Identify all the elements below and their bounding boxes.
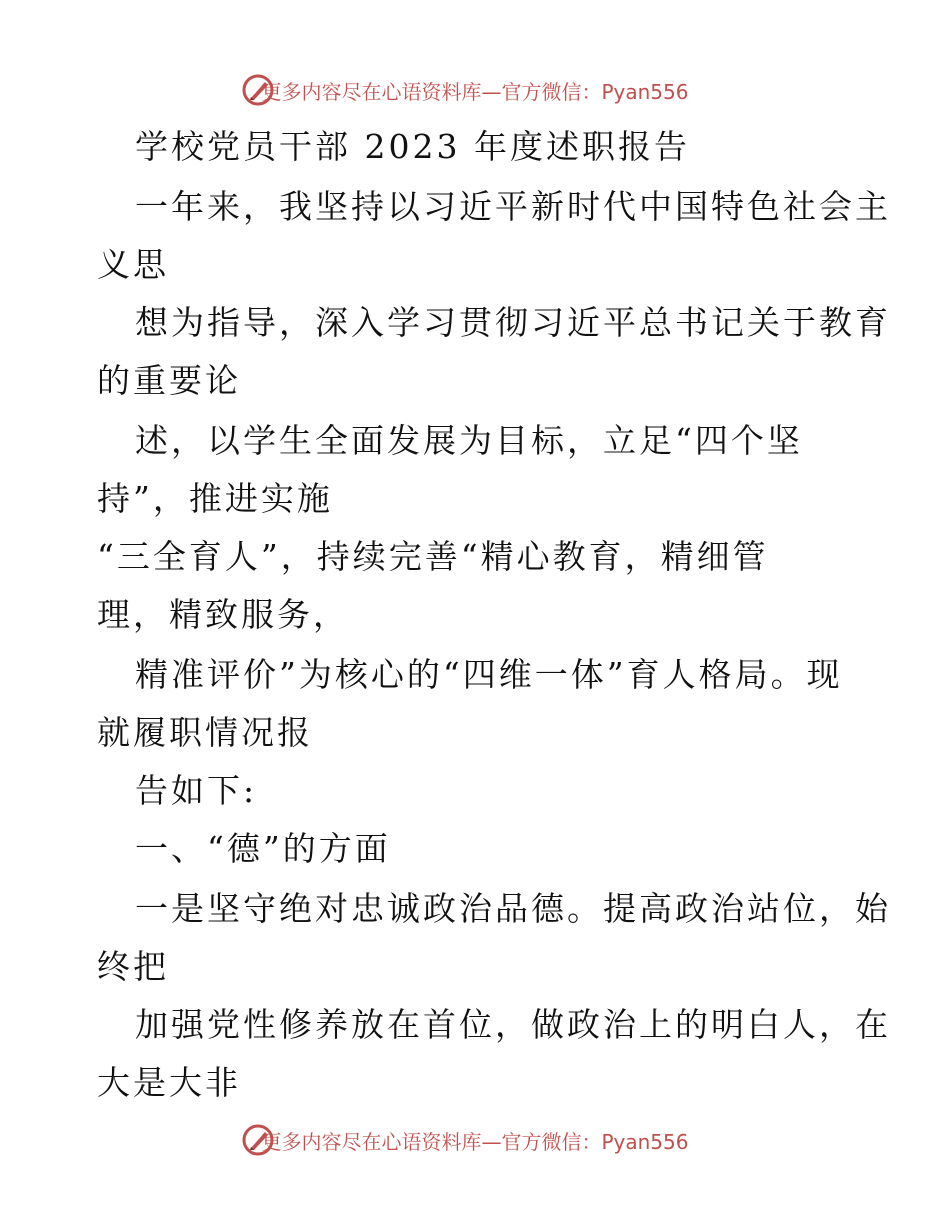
text-line: 就履职情况报 [97, 713, 313, 752]
watermark-text: 更多内容尽在心语资料库—官方微信：Pyan556 [261, 79, 689, 104]
text-line: 一年来，我坚持以习近平新时代中国特色社会主 [135, 187, 891, 226]
text-line: 持”，推进实施 [97, 479, 333, 518]
text-line: 的重要论 [97, 361, 241, 400]
text-line: 理，精致服务， [97, 595, 349, 634]
document-title: 学校党员干部 2023 年度述职报告 [135, 127, 690, 166]
text-line: 义思 [97, 245, 169, 284]
text-line: 想为指导，深入学习贯彻习近平总书记关于教育 [135, 303, 891, 342]
text-line: 告如下: [135, 771, 258, 810]
text-line: “三全育人”，持续完善“精心教育，精细管 [97, 537, 769, 576]
section-heading: 一、“德”的方面 [135, 829, 391, 868]
watermark-footer [0, 1120, 950, 1160]
text-line: 终把 [97, 947, 169, 986]
text-line: 加强党性修养放在首位，做政治上的明白人，在 [135, 1005, 891, 1044]
text-line: 一是坚守绝对忠诚政治品德。提高政治站位，始 [135, 889, 891, 928]
watermark-text: 更多内容尽在心语资料库—官方微信：Pyan556 [261, 1129, 689, 1154]
watermark-header [0, 70, 950, 110]
text-line: 述，以学生全面发展为目标，立足“四个坚 [135, 421, 803, 460]
text-line: 大是大非 [97, 1063, 241, 1102]
text-line: 精准评价”为核心的“四维一体”育人格局。现 [135, 655, 843, 694]
